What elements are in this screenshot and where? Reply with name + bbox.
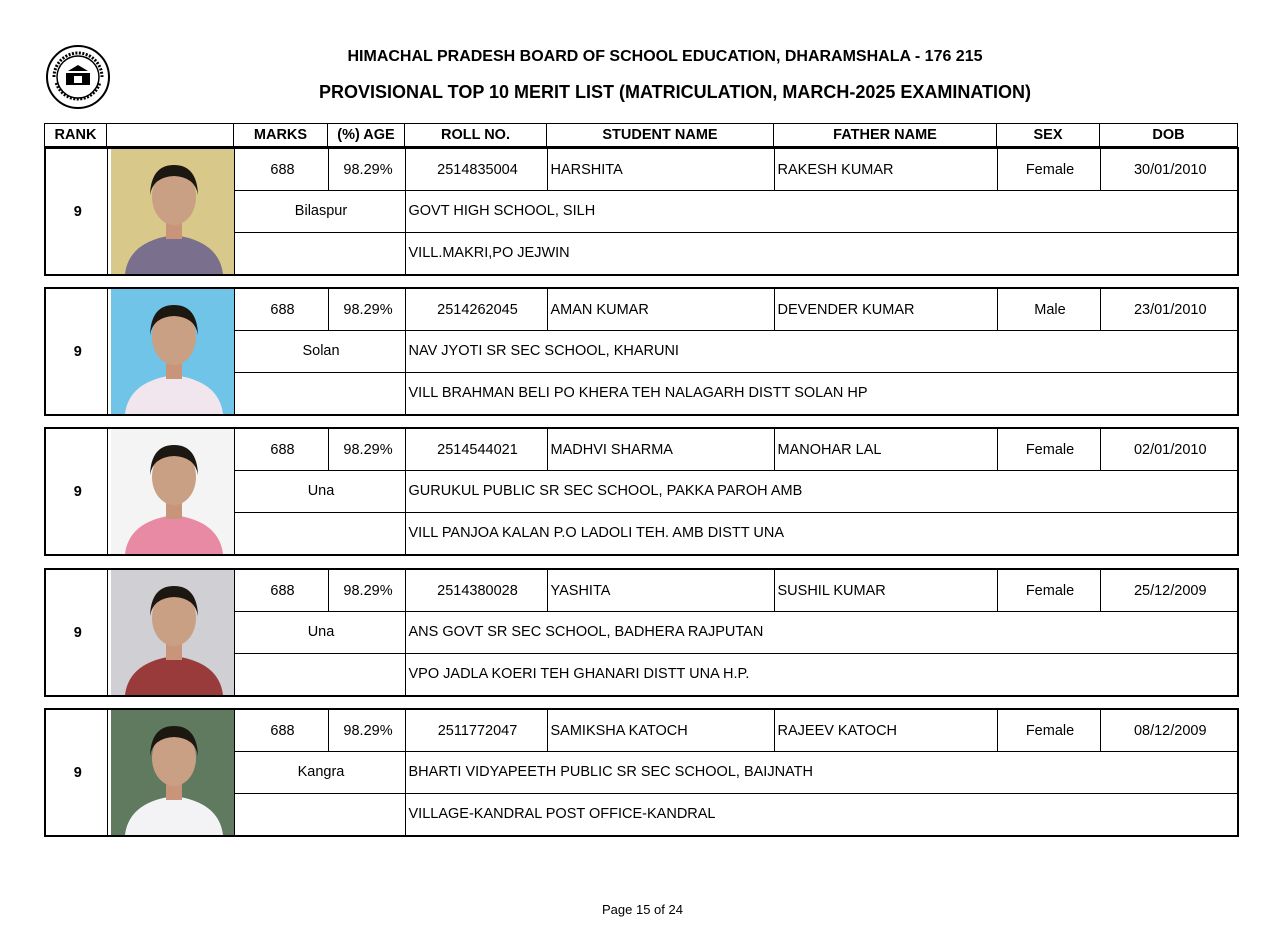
marks-cell: 688 bbox=[234, 569, 328, 612]
father-name-cell: RAJEEV KATOCH bbox=[774, 709, 997, 752]
student-name-cell: SAMIKSHA KATOCH bbox=[547, 709, 774, 752]
district-cell: Kangra bbox=[234, 752, 405, 794]
address-cell: VILL.MAKRI,PO JEJWIN bbox=[405, 232, 1238, 275]
sex-cell: Female bbox=[997, 569, 1100, 612]
dob-cell: 02/01/2010 bbox=[1100, 428, 1238, 471]
dob-cell: 23/01/2010 bbox=[1100, 288, 1238, 331]
marks-cell: 688 bbox=[234, 288, 328, 331]
board-title: HIMACHAL PRADESH BOARD OF SCHOOL EDUCATION, DHARAMSHALA - 176 215 bbox=[347, 48, 983, 65]
district-cell: Una bbox=[234, 612, 405, 654]
blank-cell bbox=[234, 232, 405, 275]
dob-cell: 25/12/2009 bbox=[1100, 569, 1238, 612]
student-photo bbox=[107, 428, 234, 555]
student-photo-image bbox=[111, 570, 235, 695]
student-record bbox=[44, 287, 1239, 416]
merit-list-title: PROVISIONAL TOP 10 MERIT LIST (MATRICULATION, MARCH-2025 EXAMINATION) bbox=[318, 82, 1032, 102]
page-number: Page 15 of 24 bbox=[602, 902, 683, 917]
blank-cell bbox=[234, 793, 405, 836]
school-cell: NAV JYOTI SR SEC SCHOOL, KHARUNI bbox=[405, 331, 1238, 373]
student-record bbox=[44, 708, 1239, 837]
roll-number-cell: 2514544021 bbox=[405, 428, 547, 471]
dob-cell: 08/12/2009 bbox=[1100, 709, 1238, 752]
col-dob: DOB bbox=[1100, 124, 1238, 147]
dob-cell: 30/01/2010 bbox=[1100, 148, 1238, 191]
board-seal-logo bbox=[44, 45, 112, 109]
district-cell: Una bbox=[234, 471, 405, 513]
percent-cell: 98.29% bbox=[328, 148, 405, 191]
sex-cell: Female bbox=[997, 428, 1100, 471]
father-name-cell: MANOHAR LAL bbox=[774, 428, 997, 471]
rank-cell: 9 bbox=[45, 148, 107, 275]
father-name-cell: RAKESH KUMAR bbox=[774, 148, 997, 191]
student-photo bbox=[107, 288, 234, 415]
school-cell: GURUKUL PUBLIC SR SEC SCHOOL, PAKKA PAROH AMB bbox=[405, 471, 1238, 513]
student-photo bbox=[107, 148, 234, 275]
student-name-cell: MADHVI SHARMA bbox=[547, 428, 774, 471]
student-photo-image bbox=[111, 429, 235, 554]
district-cell: Solan bbox=[234, 331, 405, 373]
column-header bbox=[44, 123, 1238, 147]
rank-cell: 9 bbox=[45, 428, 107, 555]
col-sex: SEX bbox=[997, 124, 1100, 147]
sex-cell: Male bbox=[997, 288, 1100, 331]
roll-number-cell: 2514262045 bbox=[405, 288, 547, 331]
percent-cell: 98.29% bbox=[328, 709, 405, 752]
blank-cell bbox=[234, 372, 405, 415]
roll-number-cell: 2514380028 bbox=[405, 569, 547, 612]
student-photo-image bbox=[111, 149, 235, 274]
father-name-cell: SUSHIL KUMAR bbox=[774, 569, 997, 612]
col-photo bbox=[107, 124, 234, 147]
sex-cell: Female bbox=[997, 148, 1100, 191]
student-photo-image bbox=[111, 289, 235, 414]
district-cell: Bilaspur bbox=[234, 191, 405, 233]
student-photo bbox=[107, 569, 234, 696]
rank-cell: 9 bbox=[45, 288, 107, 415]
address-cell: VPO JADLA KOERI TEH GHANARI DISTT UNA H.P. bbox=[405, 653, 1238, 696]
blank-cell bbox=[234, 512, 405, 555]
student-name-cell: AMAN KUMAR bbox=[547, 288, 774, 331]
blank-cell bbox=[234, 653, 405, 696]
sex-cell: Female bbox=[997, 709, 1100, 752]
col-student-name: STUDENT NAME bbox=[547, 124, 774, 147]
address-cell: VILLAGE-KANDRAL POST OFFICE-KANDRAL bbox=[405, 793, 1238, 836]
col-father-name: FATHER NAME bbox=[774, 124, 997, 147]
student-photo-image bbox=[111, 710, 235, 835]
rank-cell: 9 bbox=[45, 709, 107, 836]
school-cell: BHARTI VIDYAPEETH PUBLIC SR SEC SCHOOL, BAIJNATH bbox=[405, 752, 1238, 794]
col-marks: MARKS bbox=[234, 124, 328, 147]
school-cell: GOVT HIGH SCHOOL, SILH bbox=[405, 191, 1238, 233]
percent-cell: 98.29% bbox=[328, 288, 405, 331]
marks-cell: 688 bbox=[234, 148, 328, 191]
school-cell: ANS GOVT SR SEC SCHOOL, BADHERA RAJPUTAN bbox=[405, 612, 1238, 654]
roll-number-cell: 2514835004 bbox=[405, 148, 547, 191]
student-photo bbox=[107, 709, 234, 836]
col-rank: RANK bbox=[45, 124, 107, 147]
address-cell: VILL PANJOA KALAN P.O LADOLI TEH. AMB DISTT UNA bbox=[405, 512, 1238, 555]
father-name-cell: DEVENDER KUMAR bbox=[774, 288, 997, 331]
student-name-cell: YASHITA bbox=[547, 569, 774, 612]
percent-cell: 98.29% bbox=[328, 569, 405, 612]
student-record bbox=[44, 568, 1239, 697]
address-cell: VILL BRAHMAN BELI PO KHERA TEH NALAGARH DISTT SOLAN HP bbox=[405, 372, 1238, 415]
percent-cell: 98.29% bbox=[328, 428, 405, 471]
col-roll: ROLL NO. bbox=[405, 124, 547, 147]
rank-cell: 9 bbox=[45, 569, 107, 696]
marks-cell: 688 bbox=[234, 709, 328, 752]
student-record bbox=[44, 427, 1239, 556]
marks-cell: 688 bbox=[234, 428, 328, 471]
student-record bbox=[44, 147, 1239, 276]
student-name-cell: HARSHITA bbox=[547, 148, 774, 191]
col-percent: (%) AGE bbox=[328, 124, 405, 147]
roll-number-cell: 2511772047 bbox=[405, 709, 547, 752]
